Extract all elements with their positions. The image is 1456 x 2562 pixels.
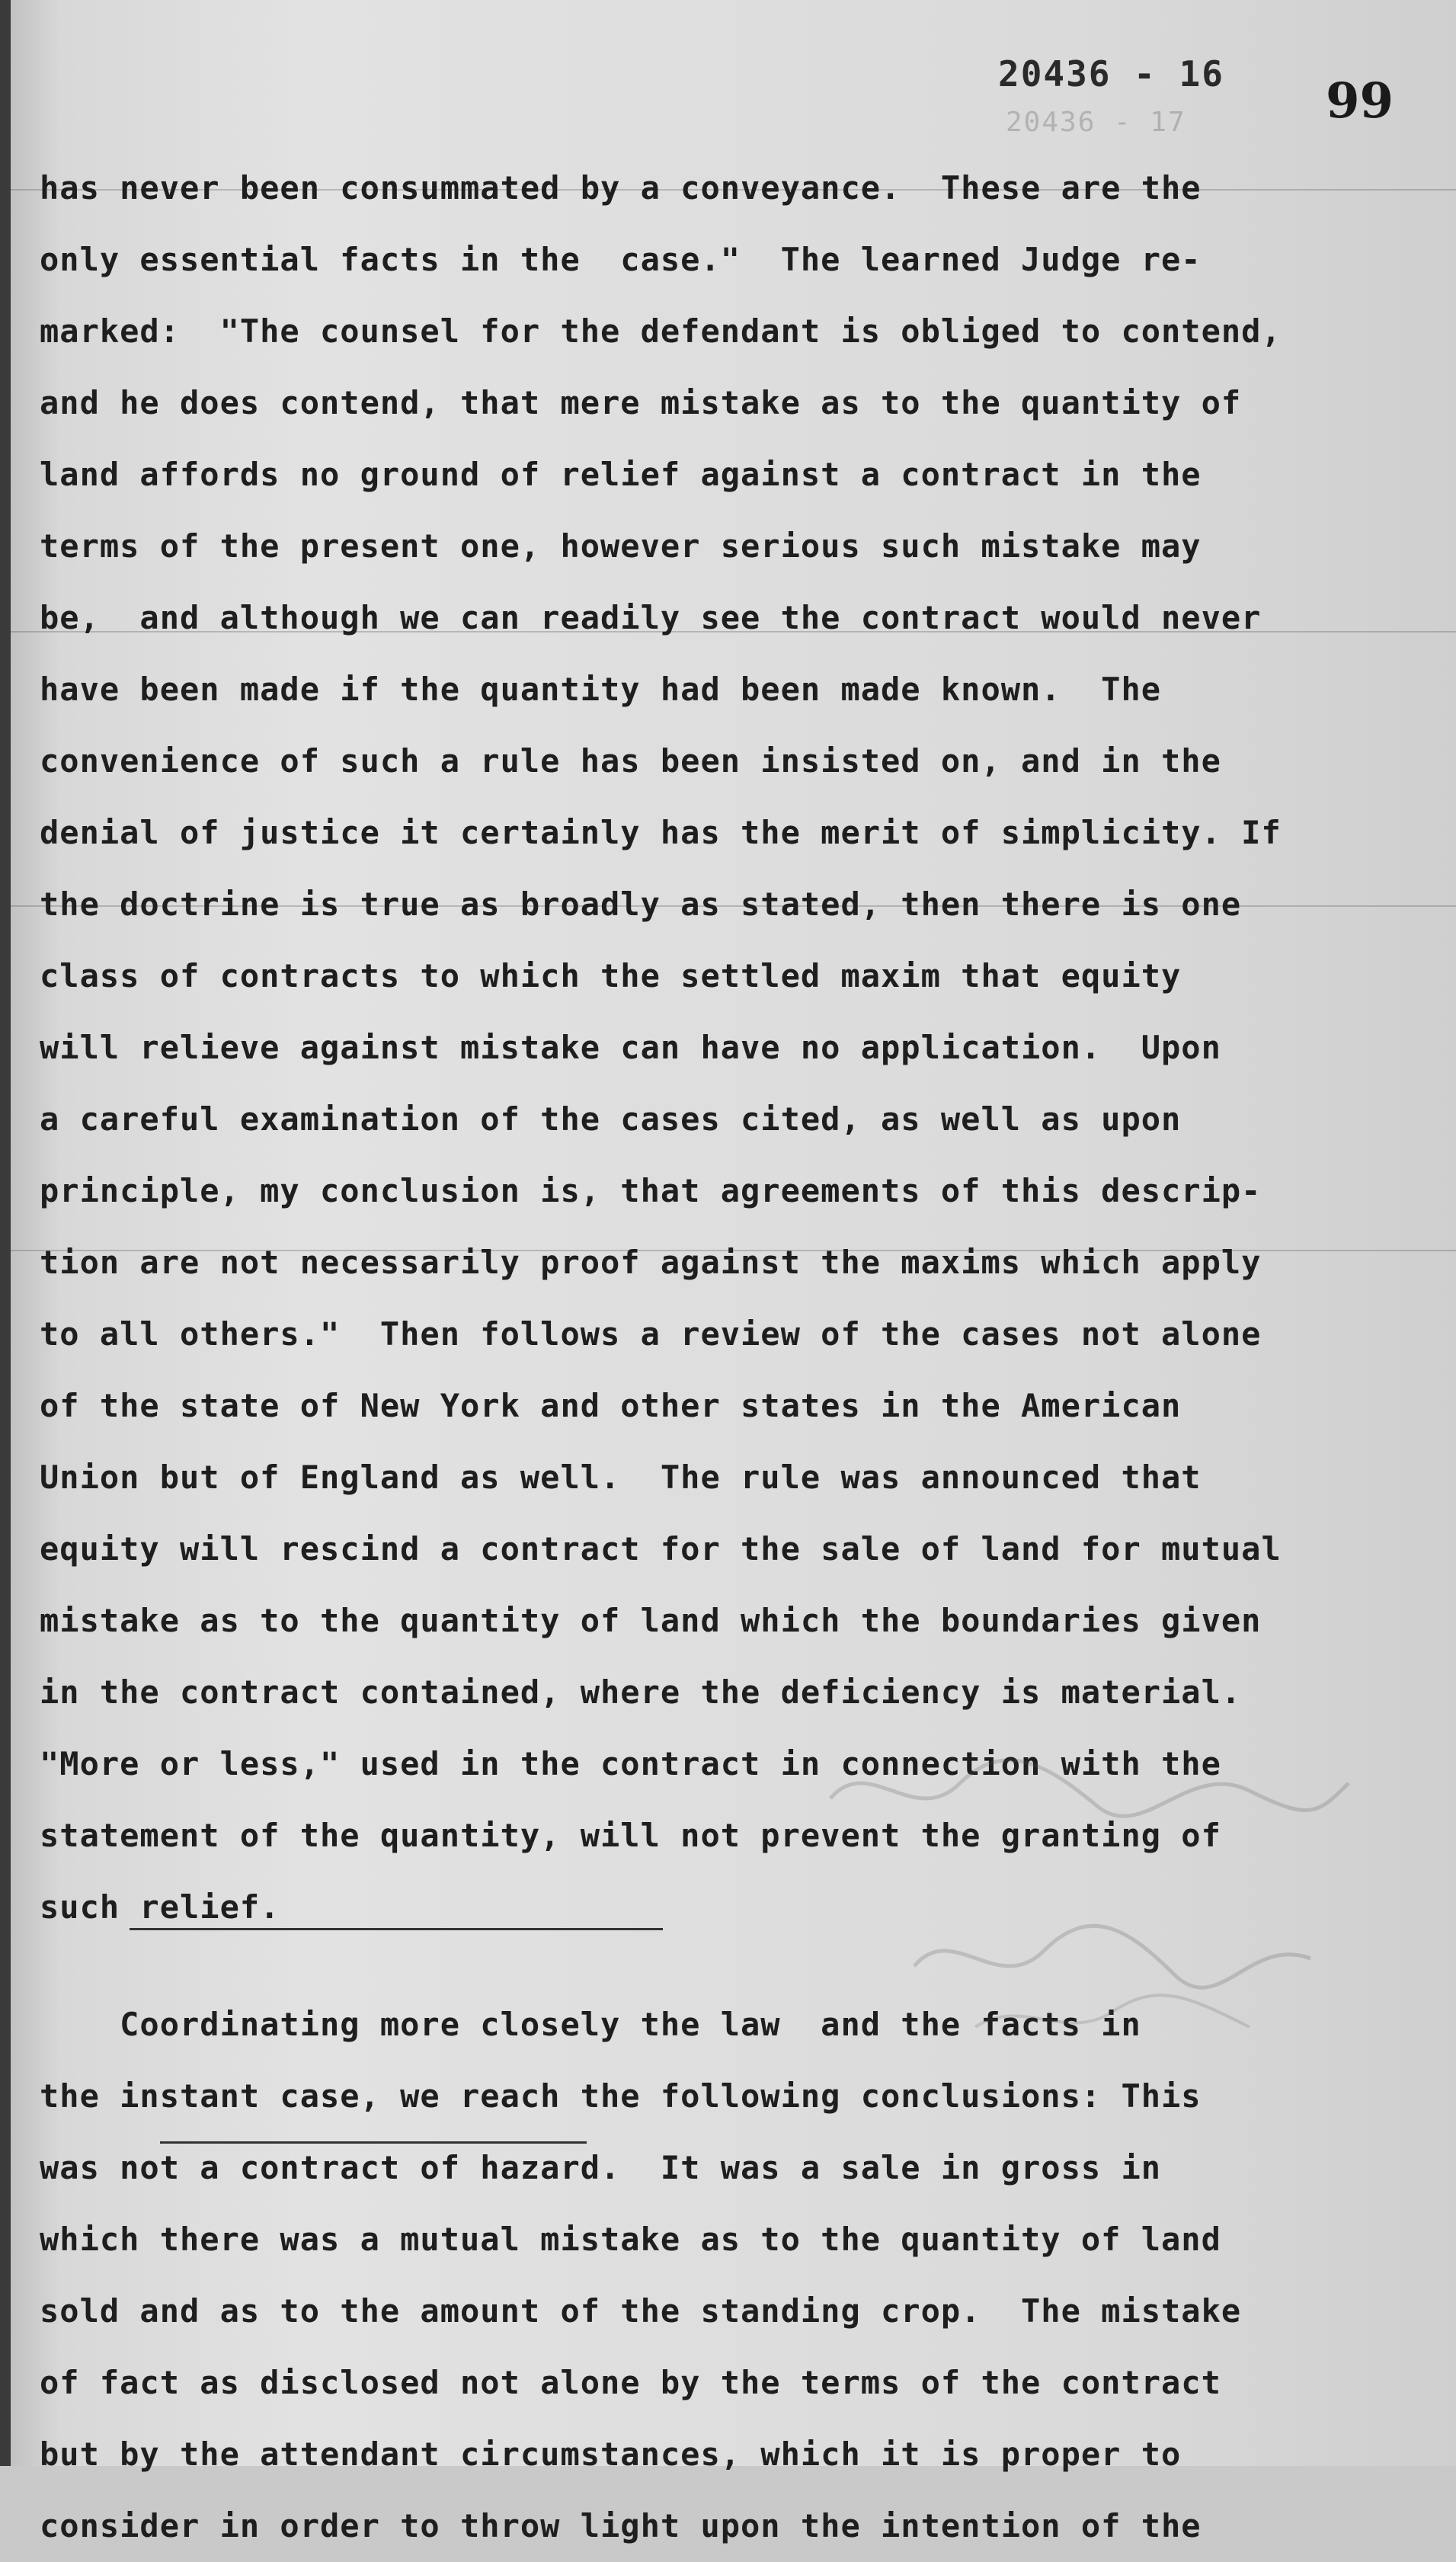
document-number: 20436 - 16: [998, 53, 1224, 94]
text-line: class of contracts to which the settled maxim that equity: [40, 957, 1182, 994]
text-line: such relief.: [40, 1888, 280, 1926]
text-line: have been made if the quantity had been made known. The: [40, 671, 1162, 708]
text-line: in the contract contained, where the deficiency is material.: [40, 1673, 1242, 1711]
text-line: has never been consummated by a conveyance. These are the: [40, 169, 1202, 207]
page-number: 99: [1326, 72, 1394, 130]
text-line: "More or less," used in the contract in connection with the: [40, 1745, 1221, 1782]
paragraph-2: [40, 1989, 1365, 2562]
bleed-through-number: 20436 - 17: [1006, 107, 1186, 138]
text-line: the doctrine is true as broadly as stated, then there is one: [40, 885, 1242, 923]
text-line: sold and as to the amount of the standing crop. The mistake: [40, 2292, 1242, 2330]
text-line: will relieve against mistake can have no application. Upon: [40, 1029, 1221, 1066]
text-line: Coordinating more closely the law and the facts in: [40, 2006, 1141, 2043]
text-line: which there was a mutual mistake as to the quantity of land: [40, 2221, 1221, 2258]
text-line: to all others." Then follows a review of the cases not alone: [40, 1315, 1262, 1353]
scan-left-edge: [0, 0, 11, 2466]
text-line: but by the attendant circumstances, which it is proper to: [40, 2436, 1182, 2473]
faint-signature-scribble: [823, 1737, 1356, 2058]
text-line: only essential facts in the case." The learned Judge re-: [40, 241, 1202, 278]
text-line: mistake as to the quantity of land which the boundaries given: [40, 1602, 1262, 1639]
text-line: principle, my conclusion is, that agreements of this descrip-: [40, 1172, 1262, 1209]
text-line: the instant case, we reach the following conclusions: This: [40, 2077, 1202, 2115]
text-line: terms of the present one, however serious such mistake may: [40, 527, 1202, 565]
text-line: of fact as disclosed not alone by the terms of the contract: [40, 2364, 1221, 2401]
text-line: a careful examination of the cases cited, as well as upon: [40, 1100, 1182, 1138]
text-line: statement of the quantity, will not prevent the granting of: [40, 1817, 1221, 1854]
text-line: convenience of such a rule has been insisted on, and in the: [40, 742, 1221, 780]
text-line: land affords no ground of relief against a contract in the: [40, 456, 1202, 493]
text-line: of the state of New York and other states in the American: [40, 1387, 1182, 1424]
paragraph-1: [40, 152, 1365, 1943]
text-line: Union but of England as well. The rule was announced that: [40, 1459, 1202, 1496]
text-line: was not a contract of hazard. It was a sale in gross in: [40, 2149, 1162, 2186]
text-line: denial of justice it certainly has the merit of simplicity. If: [40, 814, 1282, 851]
text-line: be, and although we can readily see the contract would never: [40, 599, 1262, 636]
document-body: [40, 152, 1365, 2562]
text-line: marked: "The counsel for the defendant is obliged to contend,: [40, 312, 1282, 350]
text-line: tion are not necessarily proof against the maxims which apply: [40, 1244, 1262, 1281]
text-line: consider in order to throw light upon the intention of the: [40, 2507, 1202, 2544]
text-line: and he does contend, that mere mistake as to the quantity of: [40, 384, 1242, 421]
text-line: equity will rescind a contract for the sale of land for mutual: [40, 1530, 1282, 1568]
underline-mark: [130, 1928, 663, 1930]
underline-mark: [160, 2141, 587, 2144]
